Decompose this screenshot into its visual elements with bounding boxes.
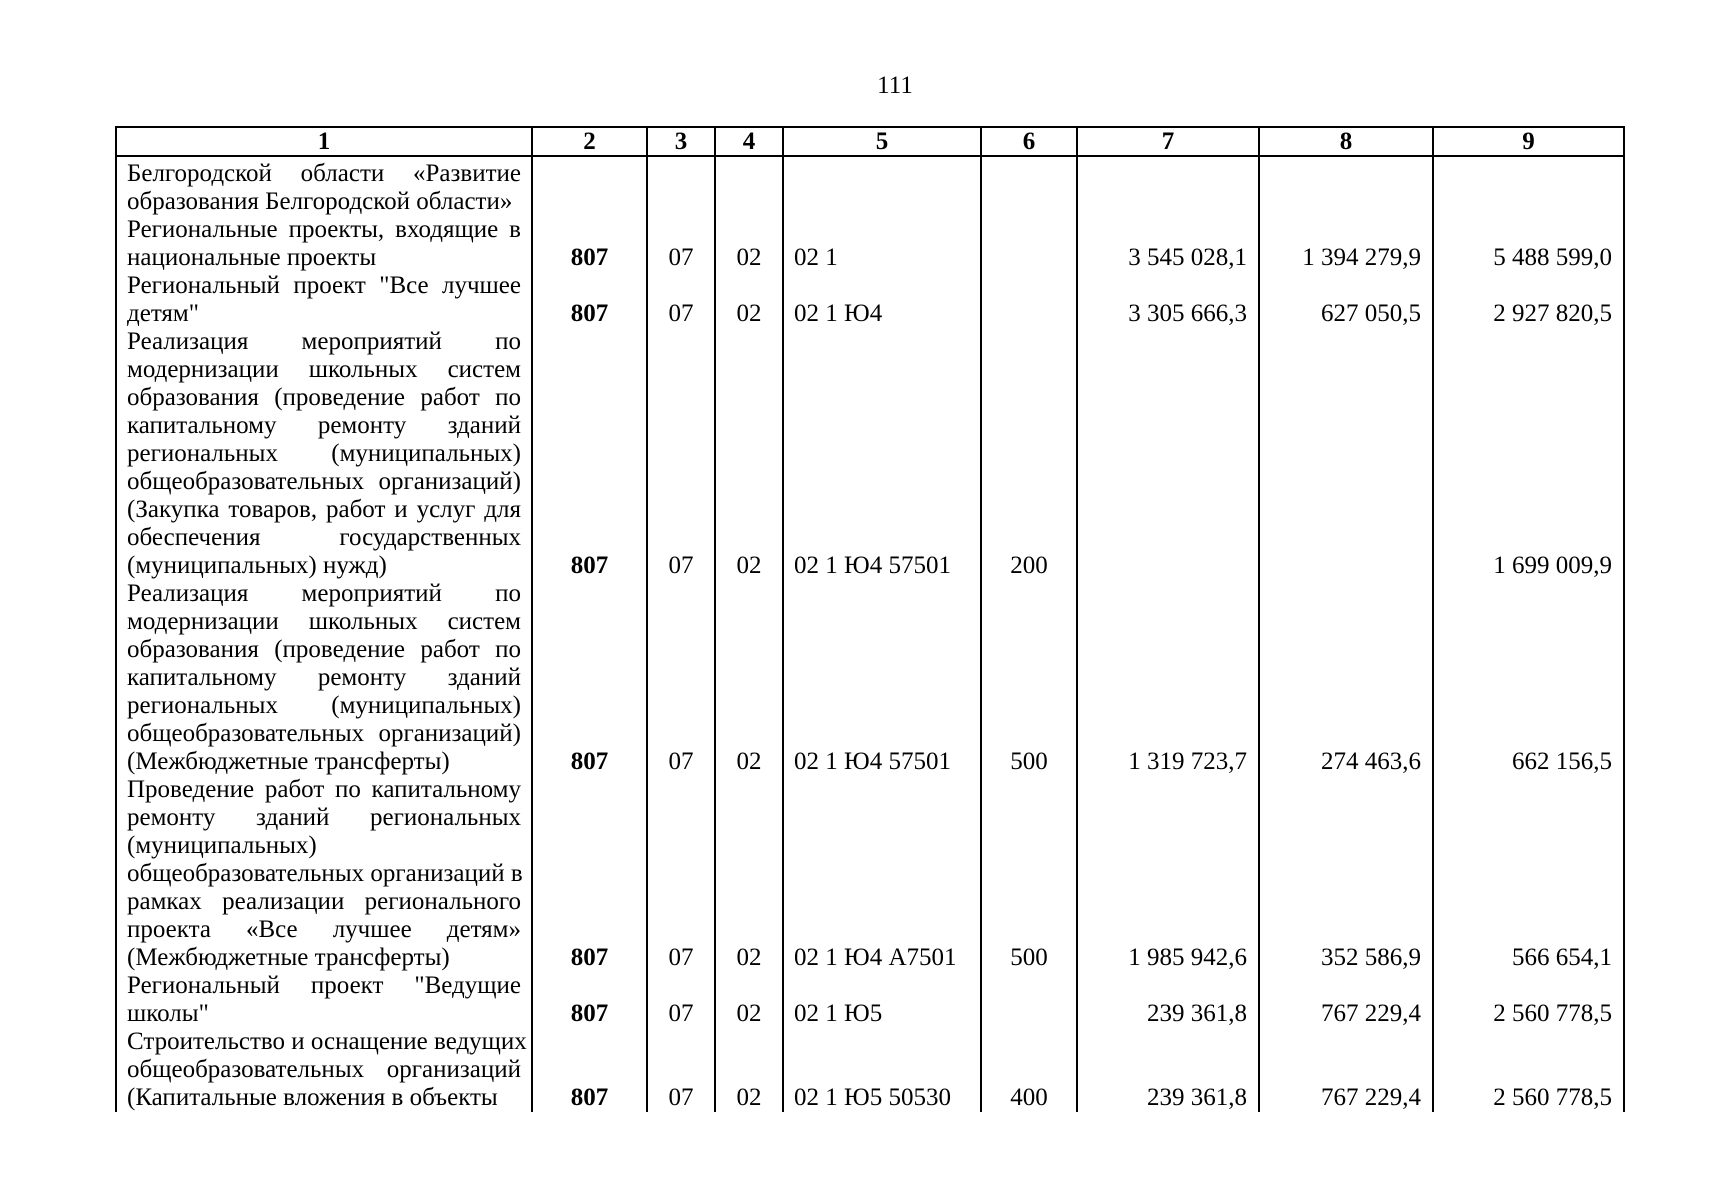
row-name-line: общеобразовательных организаций) [127,468,521,495]
section-code: 07 [647,580,715,776]
row-name [116,272,532,328]
row-name-line: модернизации школьных систем [127,356,521,383]
row-name-line: (муниципальных) нужд) [127,552,387,579]
column-header-9: 9 [1433,127,1624,156]
subsection-code: 02 [715,272,783,328]
row-name-line: Проведение работ по капитальному [127,776,521,803]
row-name-line: модернизации школьных систем [127,608,521,635]
section-code: 07 [647,972,715,1028]
subsection-code: 02 [715,972,783,1028]
amount-col-9: 2 927 820,5 [1433,272,1624,328]
row-name-line: Белгородской области «Развитие [127,160,521,187]
column-header-6: 6 [981,127,1077,156]
table-row [116,216,1624,272]
row-name-line: (муниципальных) [127,832,317,859]
column-header-5: 5 [783,127,981,156]
amount-col-7: 1 985 942,6 [1077,776,1259,972]
row-name-line: (Межбюджетные трансферты) [127,748,450,775]
expense-type-code [981,216,1077,272]
amount-col-8: 767 229,4 [1259,1028,1433,1112]
amount-col-9: 2 560 778,5 [1433,1028,1624,1112]
amount-col-7: 3 545 028,1 [1077,216,1259,272]
row-name [116,328,532,580]
section-code: 07 [647,272,715,328]
column-header-1: 1 [116,127,532,156]
amount-col-7: 1 319 723,7 [1077,580,1259,776]
table-row [116,776,1624,972]
column-header-8: 8 [1259,127,1433,156]
row-name-line: детям" [127,300,199,327]
target-code: 02 1 Ю4 57501 [783,580,981,776]
row-name-line: капитальному ремонту зданий [127,664,521,691]
amount-col-8: 1 394 279,9 [1259,216,1433,272]
section-code: 07 [647,776,715,972]
row-name-line: капитальному ремонту зданий [127,412,521,439]
amount-col-9: 566 654,1 [1433,776,1624,972]
subsection-code: 02 [715,580,783,776]
row-name [116,1028,532,1112]
amount-col-8: 627 050,5 [1259,272,1433,328]
admin-code: 807 [532,216,647,272]
section-code [647,156,715,216]
amount-col-9: 1 699 009,9 [1433,328,1624,580]
subsection-code: 02 [715,1028,783,1112]
expense-type-code: 500 [981,580,1077,776]
expense-type-code: 200 [981,328,1077,580]
row-name-line: проекта «Все лучшее детям» [127,916,521,943]
column-header-3: 3 [647,127,715,156]
amount-col-7: 239 361,8 [1077,1028,1259,1112]
section-code: 07 [647,216,715,272]
expense-type-code: 400 [981,1028,1077,1112]
amount-col-8 [1259,156,1433,216]
table-row [116,156,1624,216]
row-name [116,776,532,972]
row-name-line: Региональный проект "Все лучшее [127,272,521,299]
row-name-line: Строительство и оснащение ведущих [127,1028,527,1055]
column-header-2: 2 [532,127,647,156]
row-name-line: обеспечения государственных [127,524,521,551]
row-name [116,216,532,272]
admin-code: 807 [532,580,647,776]
section-code: 07 [647,1028,715,1112]
row-name-line: образования (проведение работ по [127,636,521,663]
row-name [116,156,532,216]
admin-code: 807 [532,272,647,328]
page-number: 111 [877,72,913,99]
expense-type-code: 500 [981,776,1077,972]
subsection-code: 02 [715,776,783,972]
header-row [116,127,1624,156]
table-row [116,1028,1624,1112]
row-name-line: рамках реализации регионального [127,888,521,915]
row-name-line: Региональный проект "Ведущие [127,972,521,999]
amount-col-9: 2 560 778,5 [1433,972,1624,1028]
row-name-line: Реализация мероприятий по [127,328,521,355]
table-row [116,328,1624,580]
row-name-line: образования (проведение работ по [127,384,521,411]
amount-col-8: 767 229,4 [1259,972,1433,1028]
amount-col-9: 5 488 599,0 [1433,216,1624,272]
subsection-code: 02 [715,216,783,272]
amount-col-7 [1077,328,1259,580]
column-header-4: 4 [715,127,783,156]
target-code: 02 1 Ю4 57501 [783,328,981,580]
expense-type-code [981,272,1077,328]
row-name-line: региональных (муниципальных) [127,440,521,467]
row-name-line: (Закупка товаров, работ и услуг для [127,496,521,523]
expense-type-code [981,156,1077,216]
expense-type-code [981,972,1077,1028]
row-name-line: региональных (муниципальных) [127,692,521,719]
budget-table [115,126,1625,1112]
row-name-line: школы" [127,1000,209,1027]
amount-col-9: 662 156,5 [1433,580,1624,776]
row-name-line: Реализация мероприятий по [127,580,521,607]
admin-code: 807 [532,1028,647,1112]
table-body [116,156,1624,1112]
target-code: 02 1 Ю5 [783,972,981,1028]
amount-col-9 [1433,156,1624,216]
row-name-line: ремонту зданий региональных [127,804,521,831]
row-name-line: образования Белгородской области» [127,188,513,215]
row-name-line: общеобразовательных организаций в [127,860,523,887]
admin-code [532,156,647,216]
row-name-line: (Межбюджетные трансферты) [127,944,450,971]
target-code: 02 1 Ю4 [783,272,981,328]
subsection-code: 02 [715,328,783,580]
target-code [783,156,981,216]
row-name-line: национальные проекты [127,244,377,271]
row-name [116,580,532,776]
row-name-line: (Капитальные вложения в объекты [127,1084,498,1111]
amount-col-7 [1077,156,1259,216]
target-code: 02 1 Ю5 50530 [783,1028,981,1112]
section-code: 07 [647,328,715,580]
target-code: 02 1 [783,216,981,272]
table-header [116,127,1624,156]
amount-col-8: 352 586,9 [1259,776,1433,972]
admin-code: 807 [532,776,647,972]
table-row [116,272,1624,328]
row-name-line: общеобразовательных организаций [127,1056,521,1083]
row-name [116,972,532,1028]
row-name-line: общеобразовательных организаций) [127,720,521,747]
subsection-code [715,156,783,216]
target-code: 02 1 Ю4 А7501 [783,776,981,972]
amount-col-7: 3 305 666,3 [1077,272,1259,328]
table-row [116,972,1624,1028]
row-name-line: Региональные проекты, входящие в [127,216,521,243]
amount-col-8: 274 463,6 [1259,580,1433,776]
table-row [116,580,1624,776]
column-header-7: 7 [1077,127,1259,156]
admin-code: 807 [532,328,647,580]
admin-code: 807 [532,972,647,1028]
amount-col-7: 239 361,8 [1077,972,1259,1028]
amount-col-8 [1259,328,1433,580]
